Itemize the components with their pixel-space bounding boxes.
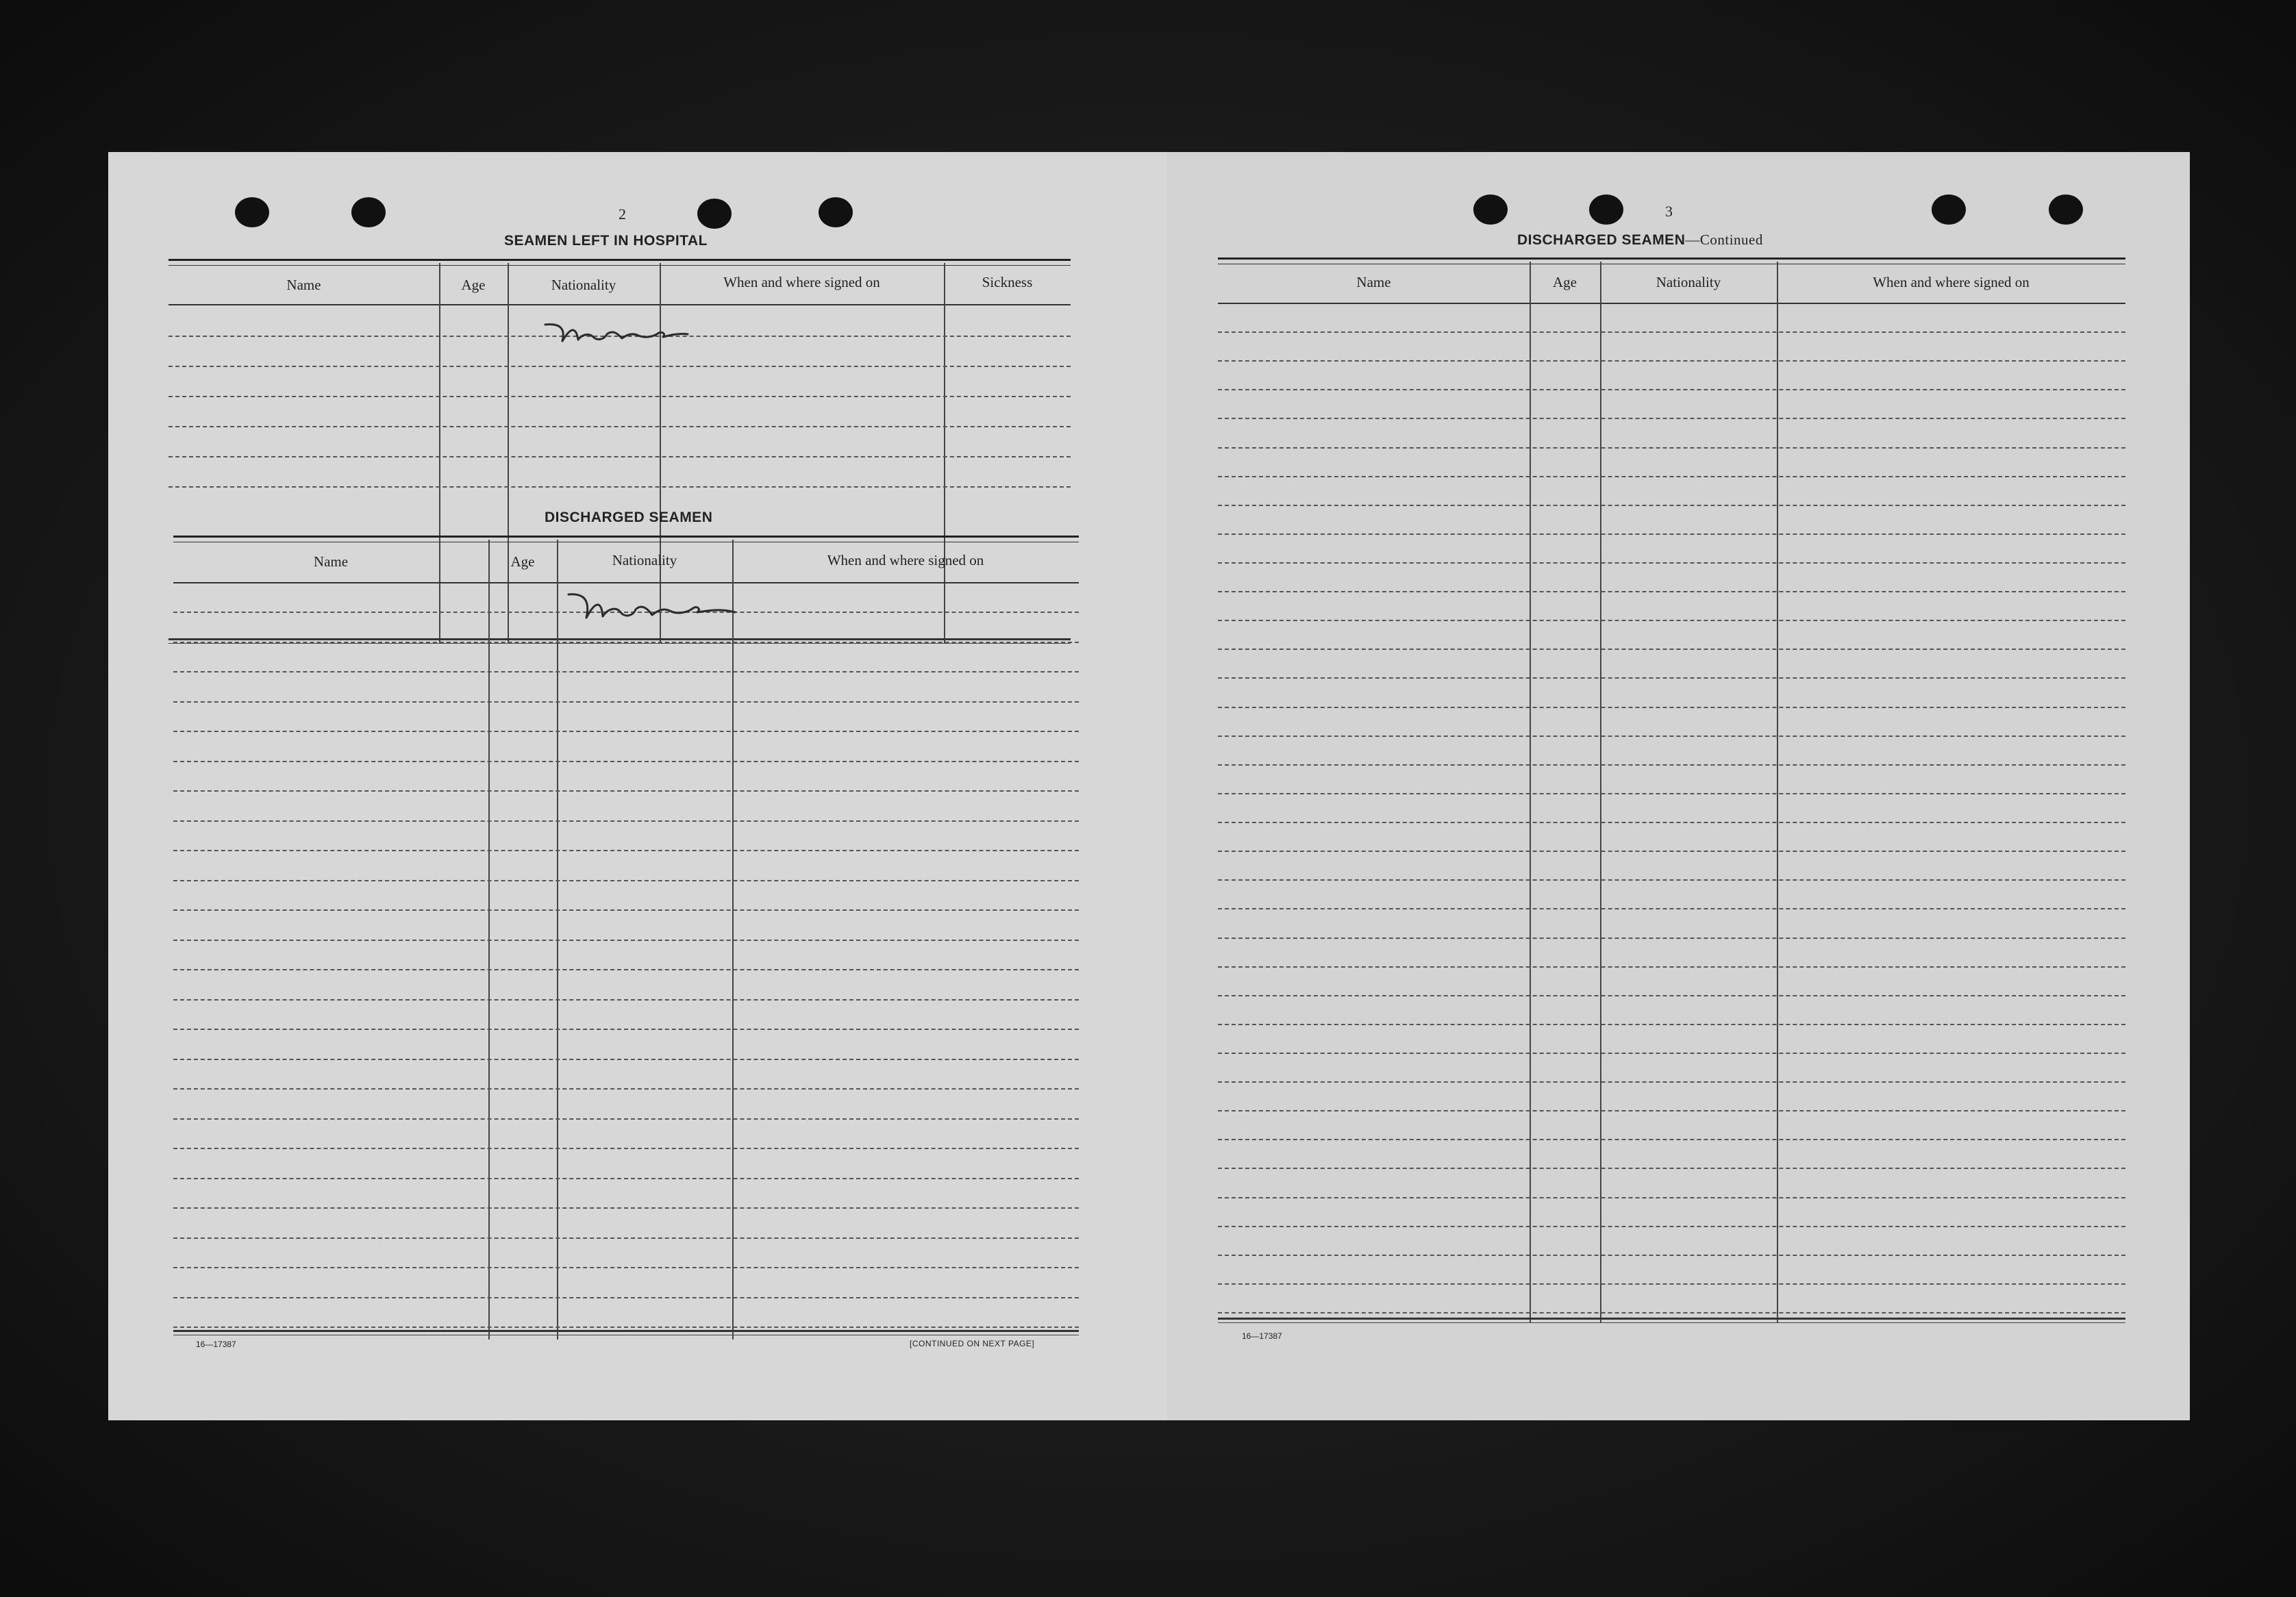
- column-header-age: Age: [1553, 274, 1577, 290]
- handwritten-entry: [560, 590, 745, 631]
- punch-hole: [2049, 194, 2083, 225]
- table-row: [173, 969, 1079, 970]
- table-row: [173, 880, 1079, 881]
- handwritten-text: None: [538, 319, 540, 320]
- table-row: [1218, 562, 2125, 564]
- table-row: [1218, 505, 2125, 506]
- header-bottom-rule: [1218, 303, 2125, 304]
- table-row: [1218, 1168, 2125, 1169]
- continued-note: [CONTINUED ON NEXT PAGE]: [910, 1339, 1035, 1348]
- punch-hole: [235, 197, 269, 227]
- table-row: [1218, 735, 2125, 737]
- table-row: [1218, 476, 2125, 477]
- page-number: 3: [1665, 203, 1673, 220]
- column-header-name: Name: [1356, 274, 1391, 290]
- section-title-suffix: —Continued: [1685, 231, 1763, 248]
- punch-hole: [1932, 194, 1966, 225]
- punch-hole: [819, 197, 853, 227]
- table-row: [1218, 1053, 2125, 1054]
- table-row: [1218, 1312, 2125, 1313]
- column-header-nationality: Nationality: [612, 552, 677, 568]
- table-row: [173, 642, 1079, 643]
- table-top-rule: [173, 536, 1079, 542]
- right-page: [1166, 152, 2190, 1420]
- page-number: 2: [619, 205, 627, 223]
- punch-hole: [351, 197, 386, 227]
- handwritten-entry: [538, 319, 703, 353]
- column-divider: [1530, 262, 1531, 1323]
- column-divider: [1777, 262, 1778, 1323]
- table-row: [1218, 938, 2125, 939]
- column-header-sickness: Sickness: [982, 274, 1033, 290]
- header-bottom-rule: [169, 304, 1071, 305]
- discharged-continued-title: [1517, 231, 1763, 249]
- table-row: [1218, 447, 2125, 449]
- table-row: [1218, 591, 2125, 592]
- table-row: [173, 1059, 1079, 1060]
- section-title-text: DISCHARGED SEAMEN: [1517, 232, 1686, 248]
- header-bottom-rule: [173, 582, 1079, 583]
- handwritten-text: None: [560, 590, 562, 591]
- table-row: [169, 366, 1071, 367]
- table-row: [1218, 533, 2125, 535]
- table-row: [173, 701, 1079, 703]
- column-header-name: Name: [313, 553, 349, 570]
- table-row: [173, 1118, 1079, 1120]
- table-row: [173, 850, 1079, 851]
- form-code: 16—17387: [196, 1340, 236, 1349]
- table-row: [1218, 649, 2125, 650]
- punch-hole: [1473, 194, 1508, 225]
- table-row: [173, 731, 1079, 732]
- table-row: [1218, 1139, 2125, 1140]
- table-row: [173, 1237, 1079, 1239]
- column-header-nationality: Nationality: [551, 277, 616, 293]
- table-row: [173, 761, 1079, 762]
- table-row: [173, 999, 1079, 1001]
- table-row: [1218, 1226, 2125, 1227]
- table-row: [1218, 793, 2125, 794]
- table-row: [173, 820, 1079, 822]
- discharged-table: [173, 536, 1079, 1344]
- table-row: [173, 790, 1079, 792]
- column-header-signed-on: When and where signed on: [827, 552, 984, 568]
- table-row: [1218, 620, 2125, 621]
- column-header-signed-on: When and where signed on: [1873, 274, 2030, 290]
- left-page: [108, 152, 1166, 1420]
- table-row: [173, 1029, 1079, 1030]
- table-row: [1218, 1024, 2125, 1025]
- table-row: [173, 940, 1079, 941]
- table-row: [1218, 1283, 2125, 1285]
- table-row: [1218, 677, 2125, 679]
- table-row: [173, 1297, 1079, 1298]
- table-row: [173, 1267, 1079, 1268]
- punch-hole: [697, 199, 732, 229]
- table-row: [1218, 331, 2125, 333]
- table-top-rule: [1218, 257, 2125, 264]
- punch-hole: [1589, 194, 1623, 225]
- table-row: [1218, 1197, 2125, 1198]
- discharged-continued-table: [1218, 257, 2125, 1327]
- column-header-name: Name: [286, 277, 321, 293]
- column-header-signed-on: When and where signed on: [723, 274, 880, 290]
- table-row: [1218, 879, 2125, 881]
- table-row: [173, 1148, 1079, 1149]
- table-row: [1218, 1081, 2125, 1083]
- hospital-section-title: SEAMEN LEFT IN HOSPITAL: [504, 233, 708, 249]
- column-header-nationality: Nationality: [1656, 274, 1721, 290]
- table-row: [173, 1088, 1079, 1090]
- table-row: [1218, 418, 2125, 419]
- table-row: [173, 671, 1079, 672]
- table-bottom-rule: [173, 1330, 1079, 1335]
- table-row: [173, 909, 1079, 911]
- column-header-age: Age: [461, 277, 486, 293]
- table-bottom-rule: [1218, 1318, 2125, 1323]
- table-row: [169, 486, 1071, 488]
- discharged-section-title: DISCHARGED SEAMEN: [545, 510, 713, 525]
- table-row: [1218, 389, 2125, 390]
- column-divider: [1600, 262, 1601, 1323]
- table-top-rule: [169, 259, 1071, 266]
- table-row: [169, 426, 1071, 427]
- table-row: [169, 396, 1071, 397]
- table-row: [173, 1326, 1079, 1328]
- table-row: [173, 1178, 1079, 1179]
- table-row: [1218, 1255, 2125, 1256]
- form-code: 16—17387: [1242, 1331, 1282, 1341]
- table-row: [1218, 764, 2125, 766]
- column-header-age: Age: [510, 553, 535, 570]
- table-row: [1218, 995, 2125, 996]
- table-row: [1218, 966, 2125, 968]
- table-row: [1218, 707, 2125, 708]
- table-row: [1218, 360, 2125, 362]
- table-row: [173, 1207, 1079, 1209]
- table-row: [1218, 908, 2125, 909]
- table-row: [1218, 1110, 2125, 1111]
- table-row: [169, 456, 1071, 457]
- table-row: [1218, 822, 2125, 823]
- table-row: [1218, 851, 2125, 852]
